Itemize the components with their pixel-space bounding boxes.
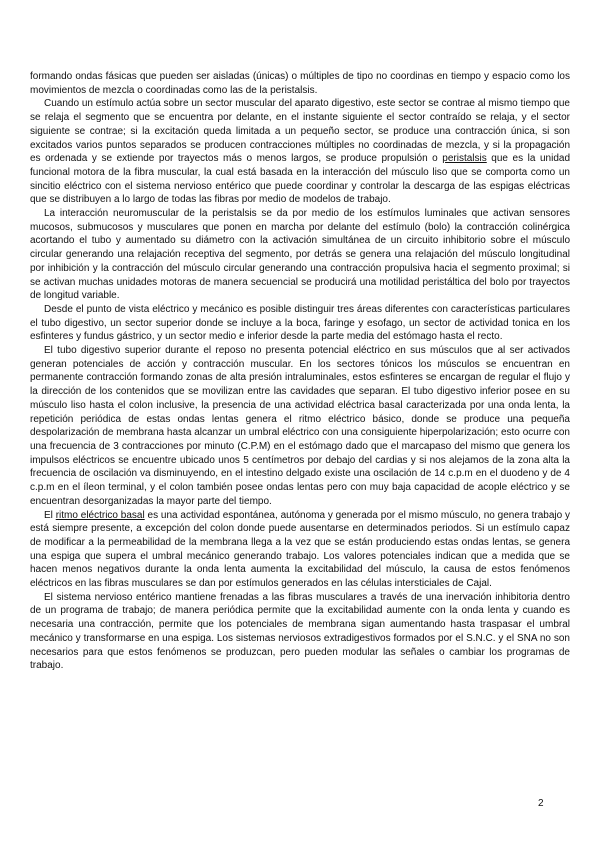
paragraph-4: Desde el punto de vista eléctrico y mecánico es posible distinguir tres áreas diferentes con características particulares el tubo digestivo, un sector superior donde se incluye a la boca, faringe y esofago, un sector de actividad tonica en los esfinteres y fundus gástrico, y un sector medio e inferior desde la parte media del estómago hasta el recto. xyxy=(30,303,570,343)
paragraph-5: El tubo digestivo superior durante el reposo no presenta potencial eléctrico en sus músculos que al ser activados generan potenciales de acción y contracción muscular. En los sectores tónicos los músculos se encuentran en permanente contracción formando zonas de alta presión intraluminales, estos esfinteres se encargan de regular el flujo y la dirección de los contenidos que se movilizan entre las cavidades que separan. El tubo digestivo inferior posee en su músculo liso hasta el colon inclusive, la presencia de una actividad eléctrica basal caracterizada por una onda lenta, la repetición periódica de estas ondas lentas genera el ritmo eléctrico básico, donde se produce una pequeña despolarización de membrana hasta alcanzar un umbral eléctrico con una consiguiente hiperpolarización; esto ocurre con una frecuencia de 3 contracciones por minuto (C.P.M) en el estómago dado que el marcapaso del mismo que genera los impulsos eléctricos se encuentre ubicado unos 5 centímetros por debajo del cardias y si nos alejamos de la zona alta la frecuencia de oscilación va disminuyendo, en el intestino delgado existe una oscilación de 14 c.p.m en el duodeno y de 4 c.p.m en el íleon terminal, y el colon también posee ondas lentas pero con muy baja capacidad de acople eléctrico y se encuentran desorganizadas la mayor parte del tiempo. xyxy=(30,345,570,507)
paragraph-6: El ritmo eléctrico basal es una actividad espontánea, autónoma y generada por el mismo músculo, no genera trabajo y está siempre presente, a excepción del colon donde puede ausentarse en determinados periodos. Si un estímulo capaz de modificar a la permeabilidad de la membrana llega a la vez que se están produciendo estas ondas lentas, se genera una espiga que supera el umbral mecánico generando trabajo. Los valores potenciales indican que a medida que se hacen menos negativos durante la onda lenta aumenta la excitabilidad del músculo, la causa de estos fenómenos eléctricos en las fibras musculares se dan por estímulos generados en las células intersticiales de Cajal. xyxy=(30,509,570,590)
term-peristalsis: peristalsis xyxy=(442,153,487,165)
page-number: 2 xyxy=(538,798,544,809)
paragraph-3: La interacción neuromuscular de la peristalsis se da por medio de los estímulos luminales que activan sensores mucosos, submucosos y musculares que ponen en marcha por delante del estímulo (bolo) la contracción colinérgica acortando el tubo y aumentado su diámetro con la activación simultánea de un circuito inhibitorio sobre el músculo circular generando una relajación receptiva del segmento, por detrás se genera una relajación del músculo longitudinal por inhibición y la contracción del músculo circular generando una contracción propulsiva hacia el segmento proximal; si se activan muchas unidades motoras de manera secuencial se producirá una motilidad peristáltica del bolo por trayectos de longitud variable. xyxy=(30,208,570,302)
paragraph-2: Cuando un estímulo actúa sobre un sector muscular del aparato digestivo, este sector se contrae al mismo tiempo que se relaja el segmento que se encuentra por delante, en el instante siguiente el sector contraído se relaja, y el sector siguiente se contrae; si la excitación queda limitada a un pequeño sector, se produce una contracción única, si son excitados varios puntos separados se producen contracciones múltiples no coordinadas de mezcla, y si la propagación es ordenada y se extiende por trayectos más o menos largos, se produce propulsión o peristalsis que es la unidad funcional motora de la fibra muscular, la cual está basada en la interacción del músculo liso que se comporta como un sincitio eléctrico con el sistema nervioso entérico que puede coordinar y controlar la descarga de las espigas eléctricas que se distribuyen a lo largo de todas las fibras por medio de modelos de trabajo. xyxy=(30,98,571,206)
paragraph-1: formando ondas fásicas que pueden ser aisladas (únicas) o múltiples de tipo no coordinas en tiempo y espacio como los movimientos de mezcla o coordinadas como las de la peristalsis. xyxy=(30,71,570,96)
term-ritmo-electrico-basal: ritmo eléctrico basal xyxy=(55,509,145,521)
paragraph-7: El sistema nervioso entérico mantiene frenadas a las fibras musculares a través de una inervación inhibitoria dentro de un programa de trabajo; de manera periódica permite que la excitabilidad aumente con la onda lenta y cuando es necesaria una contracción, permite que los potenciales de membrana sigan aumentando hasta traspasar el umbral mecánico y transformarse en una espiga. Los sistemas nerviosos extradigestivos formados por el S.N.C. y el SNA no son necesarios para que estos fenómenos se produzcan, pero pueden modular las señales o cambiar los programas de trabajo. xyxy=(30,591,570,672)
